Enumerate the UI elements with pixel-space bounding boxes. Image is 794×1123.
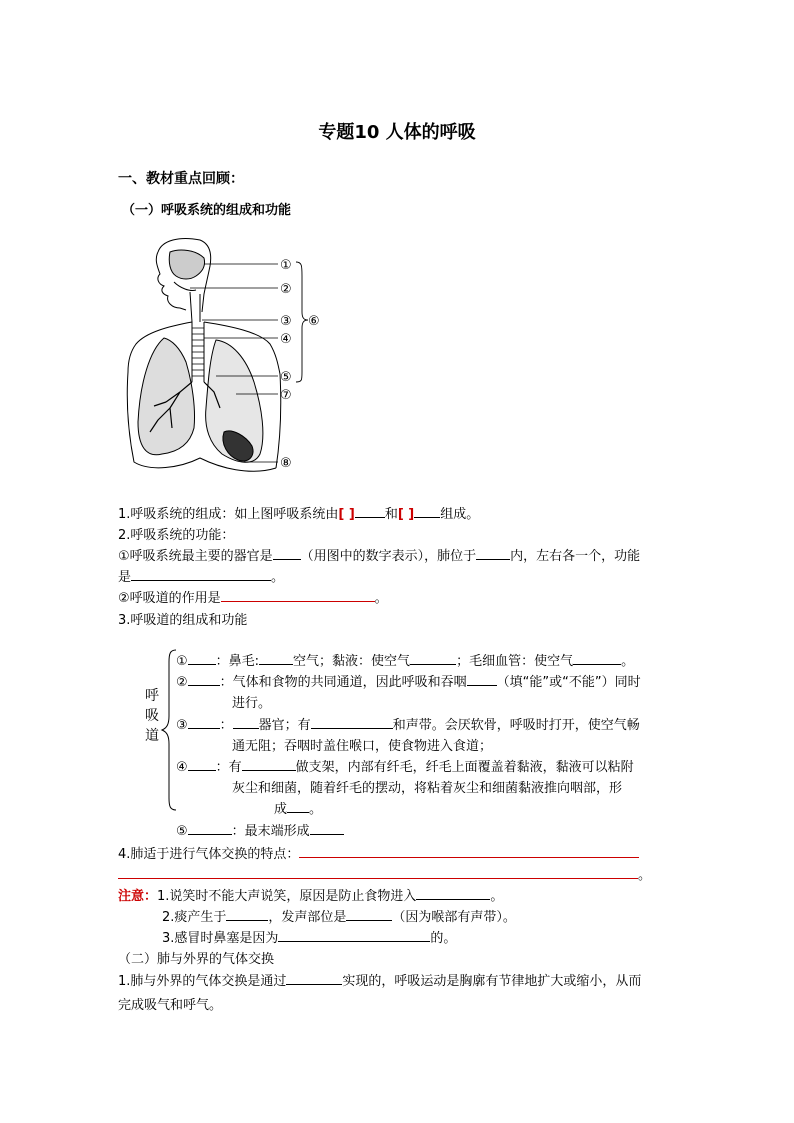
- answer-blank[interactable]: [259, 651, 293, 665]
- diagram-label-3: ③: [280, 314, 292, 329]
- answer-blank[interactable]: [410, 651, 456, 665]
- answer-blank[interactable]: [118, 865, 638, 879]
- row-text: （填“能”或“不能”）同时: [496, 675, 641, 690]
- row-text: 空气；黏液：使空气: [293, 654, 411, 669]
- q2a-text: 内，左右各一个，功能: [510, 549, 641, 564]
- row-text: 。: [621, 654, 635, 669]
- q4-end: 。: [638, 868, 652, 883]
- page-title: 专题10 人体的呼吸: [318, 122, 476, 143]
- question-1: [118, 503, 479, 522]
- section-heading: 一、教材重点回顾：: [118, 171, 244, 187]
- q1-text: 1.呼吸系统的组成：如上图呼吸系统由: [118, 507, 339, 522]
- row-text: ：最末端形成: [231, 824, 310, 839]
- respiratory-system-diagram: [120, 232, 340, 482]
- q5-text: 1.肺与外界的气体交换是通过: [118, 974, 287, 989]
- row-text: ：有: [215, 760, 242, 775]
- row-text: 。: [309, 802, 323, 817]
- q2a-text: 是: [118, 570, 132, 585]
- answer-blank[interactable]: [188, 672, 220, 686]
- diagram-label-8: ⑧: [280, 456, 292, 471]
- airway-row-4: [176, 756, 634, 775]
- answer-blank[interactable]: [273, 546, 301, 560]
- row-text: ；毛细血管：使空气: [456, 654, 574, 669]
- diagram-label-1: ①: [280, 258, 292, 273]
- q5-text: 实现的，呼吸运动是胸廓有节律地扩大或缩小，从而: [342, 974, 642, 989]
- diagram-label-2: ②: [280, 282, 292, 297]
- question-3-heading: 3.呼吸道的组成和功能: [118, 613, 248, 628]
- q1-and: 和: [384, 507, 398, 522]
- answer-blank[interactable]: [188, 821, 232, 835]
- answer-bracket[interactable]: [ ]: [338, 507, 355, 522]
- note-2: [162, 906, 516, 925]
- answer-blank[interactable]: [188, 715, 220, 729]
- airway-vertical-label: 呼吸道: [145, 688, 159, 744]
- airway-row-2: [176, 671, 641, 690]
- note-text: （因为喉部有声带）。: [392, 910, 516, 925]
- answer-blank[interactable]: [188, 757, 216, 771]
- q2a-text: （用图中的数字表示），肺位于: [300, 549, 477, 564]
- answer-blank[interactable]: [287, 799, 309, 813]
- airway-row-1: [176, 650, 634, 669]
- question-2a-cont: [118, 566, 284, 585]
- airway-row-3: [176, 714, 640, 733]
- note-3: [162, 927, 456, 946]
- note-text: ，发声部位是: [268, 910, 347, 925]
- answer-blank[interactable]: [355, 504, 385, 518]
- answer-blank[interactable]: [311, 715, 393, 729]
- note-text: 2.痰产生于: [162, 910, 227, 925]
- row-text: 做支架，内部有纤毛，纤毛上面覆盖着黏液，黏液可以粘附: [295, 760, 634, 775]
- airway-row-3-cont: 通无阻；吞咽时盖住喉口，使食物进入食道；: [232, 739, 493, 754]
- row-text: 和声带。会厌软骨，呼吸时打开，使空气畅: [392, 718, 640, 733]
- row-number: ⑤: [176, 824, 188, 839]
- answer-bracket[interactable]: [ ]: [397, 507, 415, 522]
- answer-blank[interactable]: [476, 546, 510, 560]
- airway-row-5: [176, 820, 344, 839]
- question-2a: [118, 545, 640, 564]
- row-number: ②: [176, 675, 188, 690]
- q2a-text: 。: [271, 570, 285, 585]
- question-4-cont: [118, 864, 651, 883]
- answer-blank[interactable]: [221, 588, 375, 602]
- airway-row-2-cont: 进行。: [232, 696, 272, 711]
- row-text: ：鼻毛:: [215, 654, 260, 669]
- airway-row-4-cont: 灰尘和细菌，随着纤毛的摆动，将粘着灰尘和细菌黏液推向咽部，形: [232, 781, 623, 796]
- note-label: 注意：: [118, 889, 158, 904]
- row-number: ④: [176, 760, 188, 775]
- question-4: [118, 843, 639, 862]
- subsection-2-heading: （二）肺与外界的气体交换: [118, 952, 275, 967]
- answer-blank[interactable]: [226, 907, 268, 921]
- answer-blank[interactable]: [414, 504, 440, 518]
- question-2-heading: 2.呼吸系统的功能：: [118, 528, 235, 543]
- answer-blank[interactable]: [188, 651, 216, 665]
- note-1: [118, 885, 503, 904]
- answer-blank[interactable]: [242, 757, 296, 771]
- q1-text-end: 组成。: [440, 507, 480, 522]
- answer-blank[interactable]: [233, 715, 259, 729]
- diagram-label-6: ⑥: [308, 314, 320, 329]
- answer-blank[interactable]: [467, 672, 497, 686]
- q4-text: 4.肺适于进行气体交换的特点：: [118, 847, 300, 862]
- question-5-cont: 完成吸气和呼气。: [118, 998, 223, 1013]
- q2b-text: ②呼吸道的作用是: [118, 591, 221, 606]
- answer-blank[interactable]: [346, 907, 392, 921]
- q2a-text: ①呼吸系统最主要的器官是: [118, 549, 273, 564]
- note-text: 。: [490, 889, 504, 904]
- question-2b: [118, 587, 388, 606]
- airway-row-4-end: [274, 798, 322, 817]
- row-text: 器官；有: [258, 718, 311, 733]
- answer-blank[interactable]: [131, 567, 271, 581]
- diagram-label-7: ⑦: [280, 388, 292, 403]
- diagram-label-5: ⑤: [280, 370, 292, 385]
- answer-blank[interactable]: [299, 844, 639, 858]
- note-text: 的。: [430, 931, 457, 946]
- row-text: ：气体和食物的共同通道，因此呼吸和吞咽: [219, 675, 467, 690]
- row-number: ①: [176, 654, 188, 669]
- diagram-brace: [296, 262, 308, 382]
- answer-blank[interactable]: [286, 971, 342, 985]
- subsection-heading: （一）呼吸系统的组成和功能: [122, 203, 292, 218]
- diagram-label-4: ④: [280, 332, 292, 347]
- answer-blank[interactable]: [416, 886, 490, 900]
- row-number: ③: [176, 718, 188, 733]
- answer-blank[interactable]: [310, 821, 344, 835]
- note-text: 3.感冒时鼻塞是因为: [162, 931, 279, 946]
- q2b-text: 。: [374, 591, 388, 606]
- answer-blank[interactable]: [278, 928, 430, 942]
- answer-blank[interactable]: [573, 651, 621, 665]
- row-text: 成: [274, 802, 288, 817]
- note-text: 1.说笑时不能大声说笑，原因是防止食物进入: [157, 889, 417, 904]
- question-5: [118, 970, 641, 989]
- row-text: ：: [219, 718, 233, 733]
